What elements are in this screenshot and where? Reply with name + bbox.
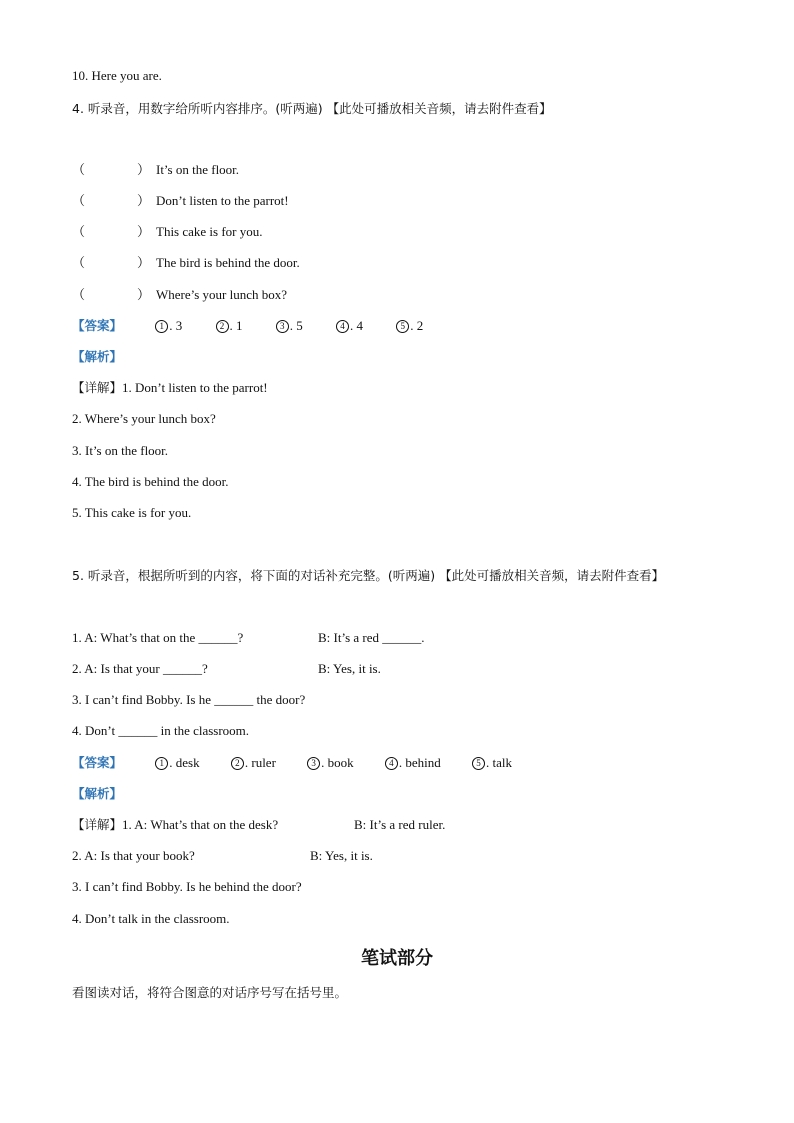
q4-item: （ ） Don’t listen to the parrot!: [72, 193, 289, 208]
section-title: 笔试部分: [361, 948, 433, 969]
q5-dialog-line: 2. A: Is that your ______? B: Yes, it is.: [72, 661, 381, 676]
answer-item: 3 . book: [307, 755, 354, 771]
section-instruction: 看图读对话，将符合图意的对话序号写在括号里。: [72, 985, 348, 1000]
q5-dialog-line: 1. A: What’s that on the ______? B: It’s a red ______.: [72, 630, 425, 645]
answer-label: 【答案】: [72, 755, 123, 770]
answer-item: 2 . 1: [216, 318, 243, 334]
detail-line: 3. I can’t find Bobby. Is he behind the door?: [72, 879, 302, 894]
answer-item: 4 . behind: [385, 755, 441, 771]
q4-item: （ ） This cake is for you.: [72, 224, 263, 239]
answer-label: 【答案】: [72, 318, 123, 333]
detail-line: 【详解】1. Don’t listen to the parrot!: [72, 380, 268, 395]
q4-item: （ ） The bird is behind the door.: [72, 255, 300, 270]
q4-item: （ ） It’s on the floor.: [72, 162, 240, 177]
answer-item: 1 . desk: [155, 755, 199, 771]
detail-label: 【详解】: [72, 817, 123, 832]
analysis-label: 【解析】: [72, 786, 123, 801]
detail-line: 【详解】1. A: What’s that on the desk? B: It’s a red ruler.: [72, 817, 446, 832]
answer-item: 4 . 4: [336, 318, 363, 334]
q5-instruction: 5. 听录音，根据所听到的内容，将下面的对话补充完整。(听两遍) 【此处可播放相关音频，请去附件查看】: [72, 568, 665, 583]
q5-dialog-line: 3. I can’t find Bobby. Is he ______ the door?: [72, 692, 306, 707]
detail-line: 2. Where’s your lunch box?: [72, 411, 216, 426]
detail-line: 3. It’s on the floor.: [72, 443, 169, 458]
answer-item: 2 . ruler: [231, 755, 276, 771]
analysis-label: 【解析】: [72, 349, 123, 364]
answer-item: 1 . 3: [155, 318, 182, 334]
q4-item: （ ） Where’s your lunch box?: [72, 287, 288, 302]
answer-item: 5 . talk: [472, 755, 512, 771]
q5-dialog-line: 4. Don’t ______ in the classroom.: [72, 723, 250, 738]
answer-item: 5 . 2: [396, 318, 423, 334]
detail-label: 【详解】: [72, 380, 123, 395]
previous-answer-line: 10. Here you are.: [72, 68, 162, 83]
q5-answer-row: [72, 755, 512, 771]
q4-instruction: 4. 听录音，用数字给所听内容排序。(听两遍) 【此处可播放相关音频，请去附件查看】: [72, 101, 552, 116]
detail-line: 4. Don’t talk in the classroom.: [72, 911, 230, 926]
detail-line: 2. A: Is that your book? B: Yes, it is.: [72, 848, 373, 863]
q4-answer-row: [72, 318, 423, 334]
detail-line: 4. The bird is behind the door.: [72, 474, 229, 489]
answer-item: 3 . 5: [276, 318, 303, 334]
detail-line: 5. This cake is for you.: [72, 505, 192, 520]
